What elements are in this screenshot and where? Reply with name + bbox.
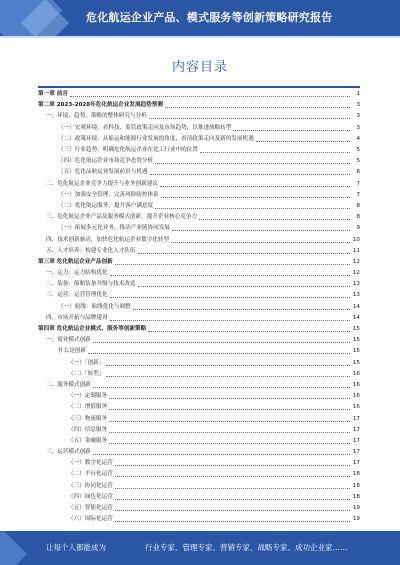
toc-entry-label: 三、运营模式创新 [46, 449, 91, 456]
toc-entry-label: （一）数字化运营 [68, 460, 113, 467]
toc-leader-dots [93, 454, 350, 455]
toc-leader-dots [138, 286, 350, 287]
toc-entry-page: 17 [352, 415, 360, 422]
header-decoration [0, 0, 78, 36]
toc-leader-dots [109, 398, 350, 399]
toc-leader-dots [149, 118, 350, 119]
toc-leader-dots [155, 208, 350, 209]
toc-leader-dots [93, 342, 350, 343]
toc-entry[interactable] [38, 458, 360, 469]
toc-entry-label: （二）增值服务 [68, 404, 108, 411]
toc-entry-page: 15 [352, 348, 360, 355]
toc-leader-dots [115, 521, 350, 522]
toc-entry-label: （三）物流服务 [68, 415, 108, 422]
toc-entry[interactable] [38, 257, 360, 268]
toc-entry-page: 16 [352, 370, 360, 377]
toc-entry-page: 7 [356, 180, 360, 187]
toc-entry-label: （五）金融服务 [68, 437, 108, 444]
toc-leader-dots [160, 186, 350, 187]
toc-entry-label: 二、服务模式创新 [46, 381, 91, 388]
toc-entry-label: 一、商业模式创新 [46, 337, 91, 344]
toc-entry[interactable] [38, 279, 360, 290]
toc-entry[interactable] [38, 111, 360, 122]
toc-leader-dots [109, 409, 350, 410]
toc-entry[interactable] [38, 469, 360, 480]
toc-entry[interactable] [38, 313, 360, 324]
toc-entry-page: 13 [352, 292, 360, 299]
toc-entry-label: （六）国际化运营 [68, 516, 113, 523]
toc-entry-label: 一、环境、趋势、策略的整体研究与分析 [46, 113, 147, 120]
toc-entry-label: （五）智能化运营 [68, 505, 113, 512]
toc-entry[interactable] [38, 324, 360, 335]
toc-entry[interactable] [38, 503, 360, 514]
toc-entry[interactable] [38, 425, 360, 436]
table-of-contents [38, 89, 360, 525]
toc-entry-label: 第三章 危化航运企业产品创新 [38, 258, 113, 265]
toc-entry-label: 第一章 前言 [38, 91, 68, 98]
footer-decor-shape [0, 531, 27, 565]
toc-entry-page: 15 [352, 326, 360, 333]
toc-entry[interactable] [38, 447, 360, 458]
toc-entry-page: 8 [356, 202, 360, 209]
toc-entry[interactable] [38, 234, 360, 245]
toc-entry[interactable] [38, 402, 360, 413]
toc-entry-page: 12 [352, 258, 360, 265]
toc-leader-dots [88, 353, 350, 354]
header-banner [0, 0, 400, 36]
toc-entry-label: （二）平台化运营 [68, 471, 113, 478]
toc-entry-page: 16 [352, 404, 360, 411]
toc-leader-dots [115, 488, 350, 489]
toc-leader-dots [138, 253, 350, 254]
toc-entry-label: 一、运力：运力结构优化 [46, 270, 108, 277]
toc-leader-dots [115, 510, 350, 511]
toc-entry-page: 14 [352, 314, 360, 321]
footer-tagline: 行业专家、管理专家、营销专家、战略专家、成功企业家…… [145, 543, 348, 552]
toc-leader-dots [115, 499, 350, 500]
toc-leader-dots [106, 365, 350, 366]
toc-entry[interactable] [38, 156, 360, 167]
toc-entry[interactable] [38, 246, 360, 257]
toc-entry[interactable] [38, 123, 360, 134]
toc-entry[interactable] [38, 201, 360, 212]
toc-entry-page: 15 [352, 337, 360, 344]
toc-entry-label: 二、装备：船舶装备升级与技术改造 [46, 281, 136, 288]
toc-entry[interactable] [38, 190, 360, 201]
toc-entry[interactable] [38, 514, 360, 525]
toc-leader-dots [200, 152, 350, 153]
toc-leader-dots [148, 331, 350, 332]
toc-entry-page: 17 [352, 437, 360, 444]
toc-entry-page: 12 [352, 270, 360, 277]
toc-entry-page: 17 [352, 449, 360, 456]
toc-entry-label: 第二章 2023-2028年危化航运企业发展趋势预测 [38, 102, 163, 109]
toc-entry-label: （一）定制服务 [68, 393, 108, 400]
header-stripe [0, 36, 400, 38]
toc-entry[interactable] [38, 89, 360, 100]
toc-title: 内容目录 [171, 60, 228, 75]
toc-entry-label: （三）协同化运营 [68, 482, 113, 489]
toc-entry-page: 17 [352, 426, 360, 433]
toc-entry[interactable] [38, 268, 360, 279]
toc-entry-label: （二）政策环境：从船运和能源行业发展的角度，看清政策走向及新的发展机遇 [58, 135, 254, 142]
toc-leader-dots [115, 264, 350, 265]
toc-leader-dots [161, 197, 350, 198]
toc-entry-label: （一）加强安全管理，完善风险防控体系 [58, 191, 159, 198]
report-title: 危化航运企业产品、模式服务等创新策略研究报告 [86, 11, 333, 24]
toc-entry-page: 15 [352, 359, 360, 366]
toc-entry[interactable] [38, 100, 360, 111]
toc-entry[interactable] [38, 179, 360, 190]
toc-entry-page: 5 [356, 147, 360, 154]
toc-entry-label: 三、运营：运营管理优化 [46, 292, 108, 299]
toc-entry-page: 18 [352, 471, 360, 478]
toc-entry-page: 3 [356, 113, 360, 120]
toc-entry-page: 9 [356, 225, 360, 232]
toc-entry[interactable] [38, 212, 360, 223]
toc-leader-dots [150, 174, 350, 175]
toc-leader-dots [115, 476, 350, 477]
toc-entry-page: 19 [352, 516, 360, 523]
toc-entry-label: （四）信息服务 [68, 426, 108, 433]
toc-entry[interactable] [38, 436, 360, 447]
toc-entry-label: （二）优化航运服务，提升客户满意度 [58, 202, 154, 209]
toc-entry-page: 13 [352, 281, 360, 288]
toc-entry-page: 7 [356, 191, 360, 198]
toc-entry[interactable] [38, 492, 360, 503]
toc-entry-label: （五）危化品航运业发展前景与机遇 [58, 169, 148, 176]
toc-leader-dots [172, 230, 350, 231]
toc-entry-page: 16 [352, 381, 360, 388]
toc-entry-page: 6 [356, 169, 360, 176]
toc-entry-page: 4 [356, 135, 360, 142]
toc-entry[interactable] [38, 380, 360, 391]
toc-leader-dots [110, 320, 350, 321]
toc-entry-label: 三、危化航运企业产品及服务模式创新，提升企业核心竞争力 [46, 214, 198, 221]
toc-entry[interactable] [38, 358, 360, 369]
toc-entry-page: 3 [356, 102, 360, 109]
footer-banner [0, 531, 400, 565]
toc-entry-label: （三）行业趋势：明确危化航运企业在化工行业中的位置 [58, 147, 198, 154]
toc-entry[interactable] [38, 302, 360, 313]
toc-entry-page: 16 [352, 393, 360, 400]
toc-entry-label: 四、市场开拓与品牌建设 [46, 314, 108, 321]
toc-entry-label: （一）「创新」 [68, 359, 105, 366]
toc-entry[interactable] [38, 167, 360, 178]
toc-leader-dots [165, 107, 350, 108]
toc-entry-label: （四）危化航运企业市场竞争态势分析 [58, 158, 154, 165]
toc-entry-label: （一）宏观环境：看科技、监管政策走向及市场趋势，以推进战略转型 [58, 124, 232, 131]
toc-entry-page: 5 [356, 158, 360, 165]
toc-entry-page: 11 [352, 247, 360, 254]
toc-entry[interactable] [38, 413, 360, 424]
toc-leader-dots [115, 465, 350, 466]
toc-entry-label: 四、技术创新驱动，加快危化航运企业数字化转型 [46, 236, 170, 243]
toc-leader-dots [106, 376, 350, 377]
toc-leader-dots [199, 219, 350, 220]
toc-leader-dots [256, 141, 350, 142]
toc-leader-dots [109, 443, 350, 444]
footer-slogan: 让每个人都能成为 [46, 543, 106, 552]
toc-entry[interactable] [38, 481, 360, 492]
toc-entry[interactable] [38, 346, 360, 357]
toc-leader-dots [155, 163, 350, 164]
toc-entry-label: 五、人才培养：构建专业化人才队伍 [46, 247, 136, 254]
toc-entry[interactable] [38, 290, 360, 301]
toc-entry-page: 17 [352, 460, 360, 467]
toc-entry-label: （二）「转型」 [68, 370, 105, 377]
toc-entry-page: 3 [356, 124, 360, 131]
toc-leader-dots [109, 432, 350, 433]
toc-entry-page: 10 [352, 236, 360, 243]
toc-entry-label: （一）航线：航线优化与调整 [58, 303, 131, 310]
toc-leader-dots [133, 309, 350, 310]
toc-divider [38, 86, 360, 88]
toc-entry-page: 19 [352, 505, 360, 512]
toc-entry[interactable] [38, 134, 360, 145]
toc-entry[interactable] [38, 391, 360, 402]
toc-entry[interactable] [38, 369, 360, 380]
toc-entry[interactable] [38, 223, 360, 234]
toc-entry-label: 二、危化航运企业竞争力提升与业务创新建议 [46, 180, 158, 187]
toc-entry-label: （四）绿色化运营 [68, 493, 113, 500]
toc-entry-page: 8 [356, 214, 360, 221]
toc-entry-page: 1 [356, 91, 360, 98]
toc-entry-page: 18 [352, 482, 360, 489]
toc-leader-dots [70, 96, 350, 97]
toc-leader-dots [109, 421, 350, 422]
toc-leader-dots [171, 242, 350, 243]
toc-leader-dots [110, 275, 350, 276]
toc-entry-page: 18 [352, 493, 360, 500]
toc-leader-dots [93, 387, 350, 388]
toc-entry[interactable] [38, 335, 360, 346]
toc-entry[interactable] [38, 145, 360, 156]
toc-entry-label: 第四章 危化航运企业模式、服务等创新策略 [38, 326, 147, 333]
toc-entry-label: （一）拓展多元化业务，推动产业链协同发展 [58, 225, 170, 232]
toc-entry-page: 14 [352, 303, 360, 310]
toc-entry-label: 什么是创新 [58, 348, 86, 355]
footer-decoration [0, 531, 40, 565]
toc-leader-dots [233, 130, 350, 131]
toc-leader-dots [110, 297, 350, 298]
